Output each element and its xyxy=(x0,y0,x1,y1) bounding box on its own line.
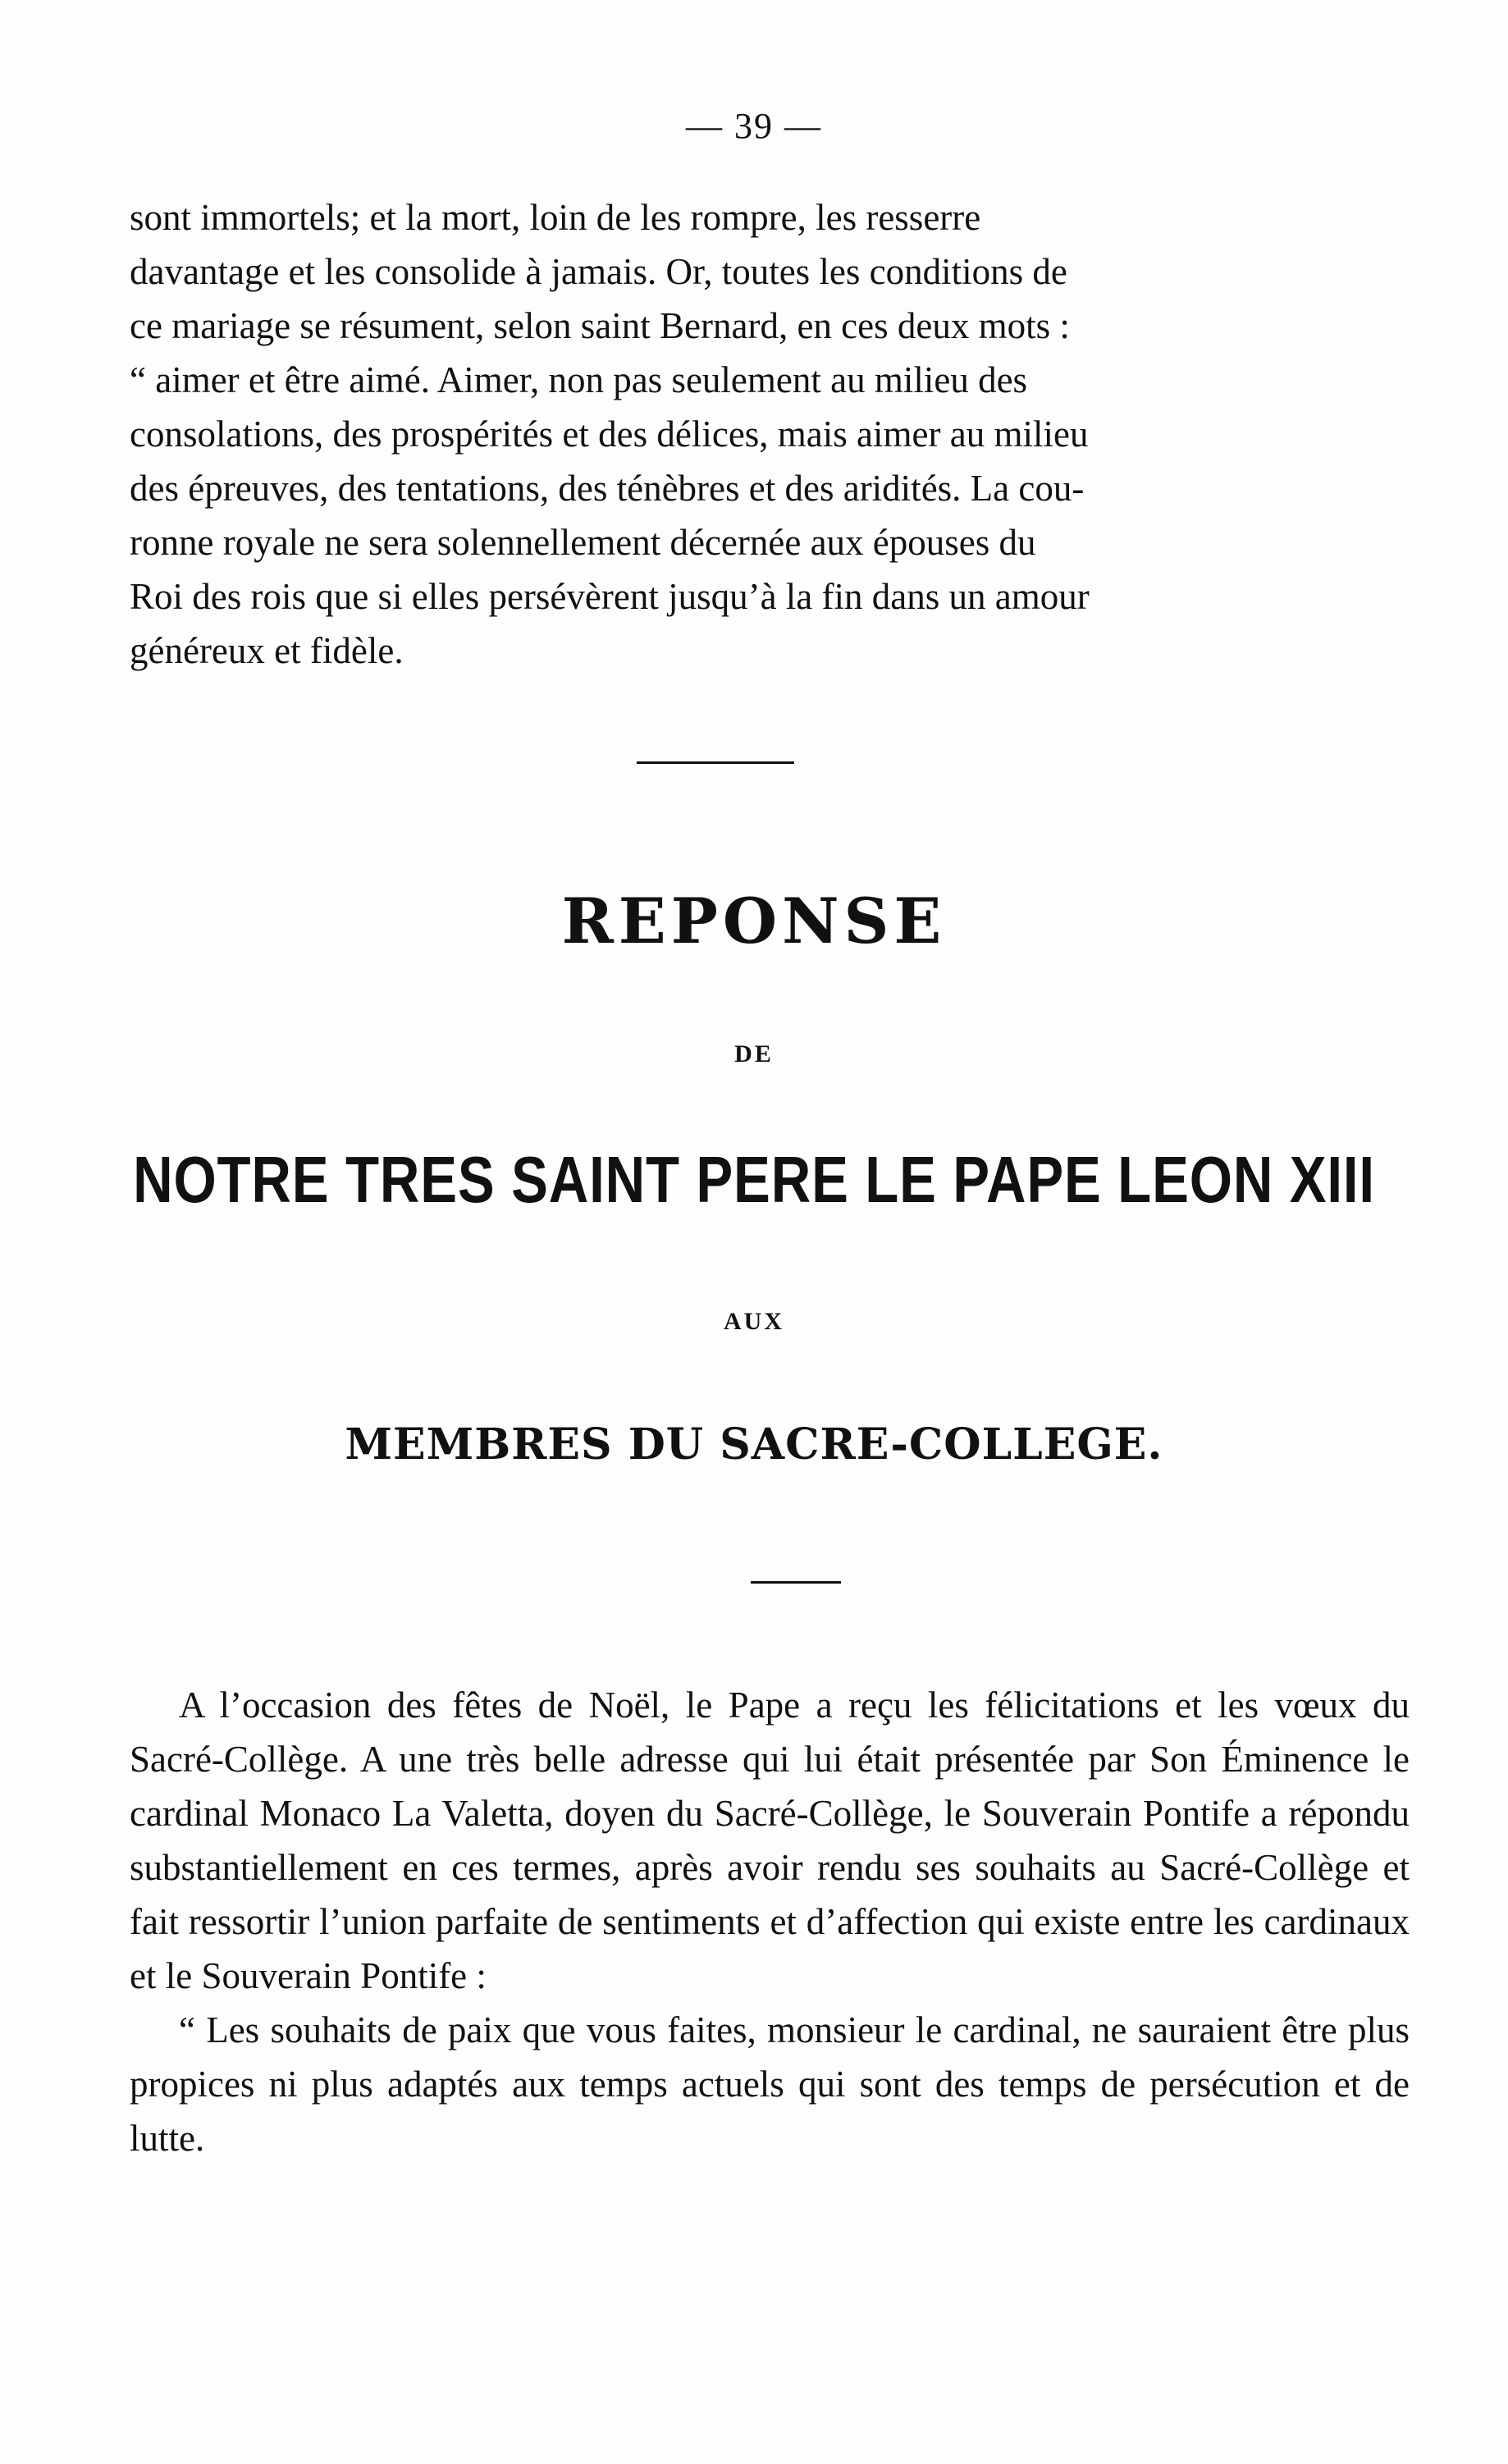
intro-line: consolations, des prospérités et des délices, mais aimer au milieu xyxy=(130,414,1089,455)
intro-line: “ aimer et être aimé. Aimer, non pas seulement au milieu des xyxy=(130,359,1028,400)
section-title: REPONSE xyxy=(561,885,947,958)
intro-line: ce mariage se résument, selon saint Bernard, en ces deux mots : xyxy=(130,305,1070,346)
intro-line: des épreuves, des tentations, des ténèbres et des aridités. La cou- xyxy=(130,468,1085,509)
intro-paragraph xyxy=(130,190,1410,678)
intro-line: ronne royale ne sera solennellement décernée aux épouses du xyxy=(130,522,1036,563)
section-divider-top xyxy=(637,761,794,764)
intro-line: davantage et les consolide à jamais. Or, toutes les conditions de xyxy=(130,251,1067,292)
body-paragraph: A l’occasion des fêtes de Noël, le Pape a reçu les félicitations et les vœux du Sacré-Collège. A une très belle adresse qui lui était présentée par Son Éminence le cardinal Monaco La Valetta, doyen du Sacré-Collège, le Souverain Pontife a répondu substantiellement en ces termes, après avoir rendu ses souhaits au Sacré-Collège et fait ressortir l’union parfaite de sentiments et d’affection qui existe entre les cardinaux et le Souverain Pontife : xyxy=(130,1685,1410,1996)
body-text xyxy=(130,1678,1410,2165)
heading-pope: NOTRE TRES SAINT PERE LE PAPE LEON XIII xyxy=(133,1143,1375,1216)
section-divider-bottom xyxy=(751,1581,841,1584)
intro-line: Roi des rois que si elles persévèrent jusqu’à la fin dans un amour xyxy=(130,576,1090,617)
page-number: — 39 — xyxy=(686,106,822,146)
body-paragraph: “ Les souhaits de paix que vous faites, monsieur le cardinal, ne sauraient être plus propices ni plus adaptés aux temps actuels qui sont des temps de persécution et de lutte. xyxy=(130,2009,1410,2159)
heading-de: DE xyxy=(734,1040,774,1067)
intro-line: généreux et fidèle. xyxy=(130,630,404,671)
heading-members: MEMBRES DU SACRE-COLLEGE. xyxy=(345,1419,1163,1470)
intro-line: sont immortels; et la mort, loin de les rompre, les resserre xyxy=(130,197,981,238)
heading-aux: AUX xyxy=(724,1308,784,1335)
